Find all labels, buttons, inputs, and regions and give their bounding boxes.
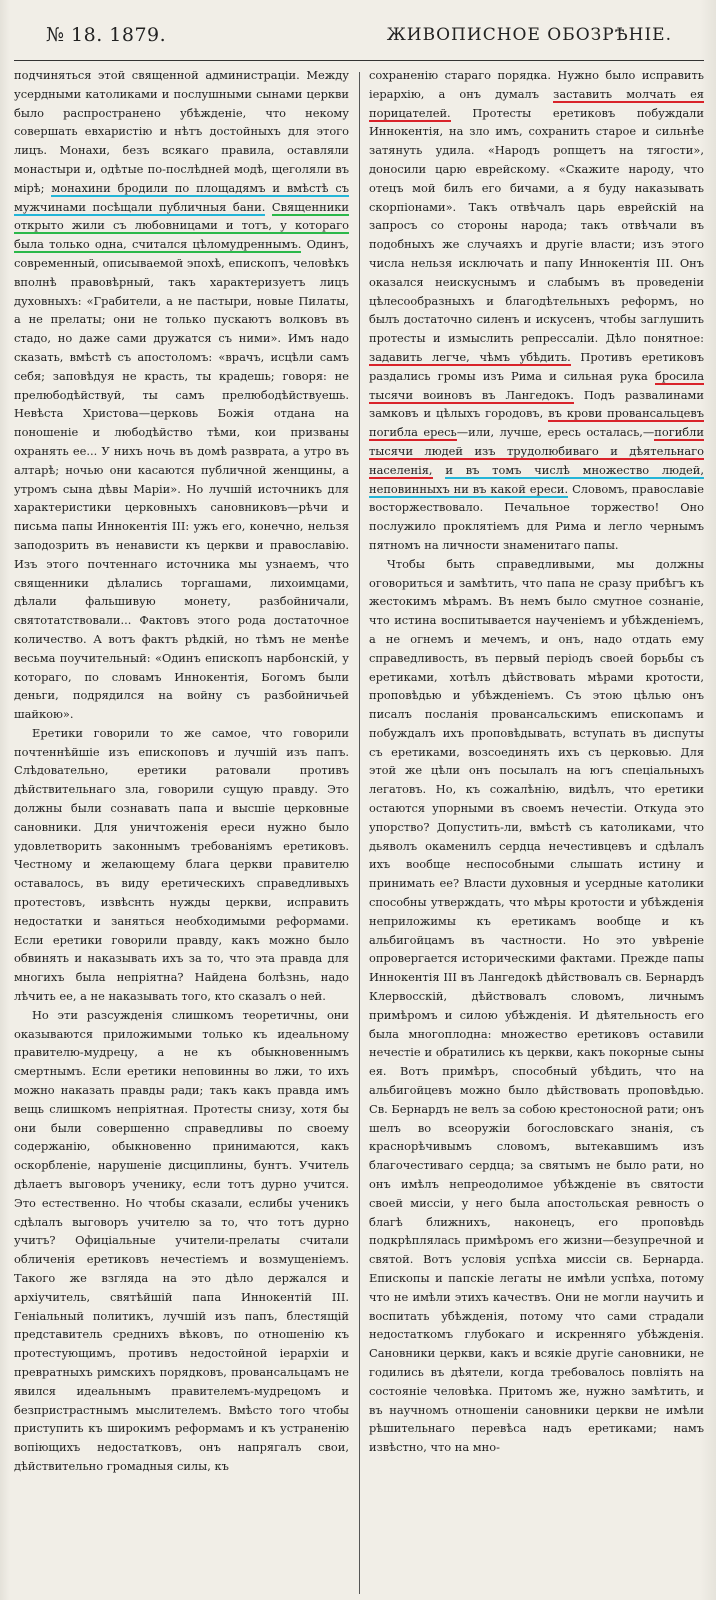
paragraph: Но эти разсужденія слишкомъ теоретичны, они оказываются приложимыми только къ идеальному правителю-мудрецу, а не къ обыкновеннымъ смертнымъ. Если еретики неповинны во лжи, то ихъ можно наказать правды ради; такъ какъ правда имъ вещь слишкомъ непріятная. Протесты снизу, хотя бы они были совершенно справедливы по своему содержанію, обыкновенно принимаются, какъ оскорбленіе, нарушеніе дисциплины, бунтъ. Учитель дѣлаетъ выговоръ ученику, если тотъ дурно учится. Это естественно. Но чтобы сказали, еслибы ученикъ сдѣлалъ выговоръ учителю за то, что тотъ дурно учитъ? Офиціальные учители-прелаты считали обличенія еретиковъ нечестіемъ и возмущеніемъ. Такого же взгляда на это дѣло держался и архіучитель, святѣйшій папа Иннокентій III. Геніальный политикъ, лучшій изъ папъ, блестящій представитель среднихъ вѣковъ, по отношенію къ протестующимъ, противъ недостойной іерархіи и превратныхъ римскихъ порядковъ, провансальцамъ не явился идеальнымъ правителемъ-мудрецомъ и безпристрастнымъ мыслителемъ. Вмѣсто того чтобы приступить къ широкимъ реформамъ и къ устраненію вопіющихъ недостатковъ, онъ напрягалъ свои, дѣйствительно громадныя силы, къ: [14, 1007, 349, 1473]
text-run: Противъ еретиковъ раздались громы изъ Рима и сильная рука: [369, 349, 704, 383]
text-run: [433, 463, 446, 477]
highlight-cyan: монахини бродили по площадямъ и вмѣстѣ съ мужчинами посѣщали публичныя бани.: [14, 180, 349, 214]
highlight-red: бросила тысячи воиновъ въ Лангедокъ.: [369, 368, 704, 402]
left-column: [14, 66, 349, 1594]
text-run: Словомъ, православіе восторжествовало. Печальное торжество! Оно послужило проклятіемъ для Рима и легло чернымъ пятномъ на личности знаменитаго папы.: [369, 481, 704, 552]
text-run: Подъ развалинами замковъ и цѣлыхъ городовъ,: [369, 387, 704, 421]
highlight-cyan: и въ томъ числѣ множество людей, неповинныхъ ни въ какой ереси.: [369, 462, 704, 496]
text-run: Протесты еретиковъ побуждали Иннокентія, на зло имъ, сохранить старое и сильнѣе затянуть удила. «Народъ ропщетъ на тягости», доносили царю еврейскому. «Скажите народу, что отецъ мой билъ его бичами, а я буду наказывать скорпіонами». Такъ отвѣчалъ царь еврейскій на запросъ со стороны народа; такъ отвѣчали въ подобныхъ же случаяхъ и другіе власти; изъ этого числа нельзя исключать и папу Иннокентія III. Онъ оказался неискуснымъ и слабымъ въ проведеніи цѣлесообразныхъ и благодѣтельныхъ реформъ, но былъ достаточно силенъ и искусенъ, чтобы заглушить протесты и измыслить репрессаліи. Дѣло понятное:: [369, 105, 704, 346]
column-divider: [359, 72, 360, 1594]
highlight-red: задавить легче, чѣмъ убѣдить.: [369, 349, 571, 364]
highlight-red: въ крови провансальцевъ погибла ересь: [369, 406, 704, 440]
right-column: [369, 66, 704, 1594]
text-run: —или, лучше, ересь осталась,—: [456, 425, 655, 440]
text-run: Одинъ, современный, описываемой эпохѣ, епископъ, человѣкъ вполнѣ правовѣрный, такъ характеризуетъ лицъ духовныхъ: «Грабители, а не пастыри, новые Пилаты, а не прелаты; они не только пускаютъ волковъ въ стадо, но даже сами дружатся съ ними». Имъ надо сказать, вмѣстѣ съ апостоломъ: «врачъ, исцѣли самъ себя; заповѣдуя не красть, ты крадешь; говоря: не прелюбодѣйствуй, ты самъ прелюбодѣйствуешь. Невѣста Христова—церковь Божія отдана на поношеніе и любодѣйство тѣми, кои призваны охранять ее... У нихъ ночь въ домѣ разврата, а утро въ алтарѣ; ночью они касаются публичной женщины, а утромъ сына дѣвы Маріи». Но лучшій источникъ для характеристики церковныхъ сановниковъ—рѣчи и письма папы Иннокентія III: ужъ его, конечно, нельзя заподозрить въ ненависти къ церкви и православію. Изъ этого почтеннаго источника мы узнаемъ, что священники дѣлались торгашами, лихоимцами, дѣлали фальшивую монету, разбойничали, святотатствовали... Фактовъ этого рода достаточное количество. А вотъ фактъ рѣдкій, но тѣмъ не менѣе весьма поучительный: «Одинъ епископъ нарбонскій, у котораго, по словамъ Иннокентія, Богомъ были деньги, подрядился на войну съ разбойничьей шайкою».: [14, 237, 349, 722]
paragraph: [14, 66, 349, 724]
highlight-red: заставить молчать ея порицателей.: [369, 86, 704, 120]
text-run: [265, 200, 272, 214]
issue-number: № 18. 1879.: [46, 24, 167, 46]
text-run: подчиняться этой священной администраціи. Между усердными католиками и послушными сынами церкви было распространено убѣжденіе, что некому совершать евхаристію и нѣтъ достойныхъ для этого лицъ. Монахи, безъ всякаго правила, оставляли монастыри и, одѣтые по-послѣдней модѣ, щеголяли въ мірѣ;: [14, 68, 349, 195]
paragraph: Еретики говорили то же самое, что говорили почтеннѣйшіе изъ епископовъ и лучшій изъ папъ. Слѣдовательно, еретики ратовали противъ дѣйствительнаго зла, говорили сущую правду. Это должны были сознавать папа и высшіе церковные сановники. Для уничтоженія ереси нужно было удовлетворить законнымъ требованіямъ еретиковъ. Честному и желающему блага церкви правителю оставалось, въ виду еретическихъ справедливыхъ протестовъ, извѣснть нужды церкви, исправить недостатки и заняться необходимыми реформами. Если еретики говорили правду, какъ можно было обвинять и наказывать ихъ за то, что эта правда для многихъ была непріятна? Найдена болѣзнь, надо лѣчить ее, а не наказывать того, кто сказалъ о ней.: [14, 725, 349, 1004]
text-columns: [14, 66, 704, 1594]
masthead-title: ЖИВОПИСНОЕ ОБОЗРѢНІЕ.: [386, 25, 672, 45]
highlight-red: погибли тысячи людей изъ трудолюбиваго и дѣятельнаго населенія,: [369, 425, 704, 477]
paragraph: [369, 66, 704, 555]
page-header: [14, 0, 704, 61]
text-run: сохраненію стараго порядка. Нужно было исправить іерархію, а онъ думалъ: [369, 68, 704, 101]
paragraph: Чтобы быть справедливыми, мы должны оговориться и замѣтить, что папа не сразу прибѣгъ къ жестокимъ мѣрамъ. Въ немъ было смутное сознаніе, что истина воспитывается наученіемъ и убѣжденіемъ, а не огнемъ и мечемъ, и онъ, надо отдать ему справедливость, въ первый періодъ своей борьбы съ еретиками, хотѣлъ дѣйствовать мѣрами кротости, проповѣдью и убѣжденіемъ. Съ этою цѣлью онъ писалъ посланія провансальскимъ епископамъ и побуждалъ ихъ проповѣдывать, вступать въ диспуты съ еретиками, возсоединять ихъ съ церковью. Для этой же цѣли онъ посылалъ на югъ спеціальныхъ легатовъ. Но, къ сожалѣнію, видѣлъ, что еретики остаются упорными въ своемъ нечестіи. Откуда это упорство? Допустить-ли, вмѣстѣ съ католиками, что дьяволъ окаменилъ сердца нечестивцевъ и сдѣлалъ ихъ вообще неспособными слышать истину и принимать ее? Власти духовныя и усердные католики способны утверждать, что мѣры кротости и убѣжденія неприложимы къ еретикамъ вообще и къ альбигойцамъ въ частности. Но это увѣреніе опровергается историческими фактами. Прежде папы Иннокентія III въ Лангедокѣ дѣйствовалъ св. Бернардъ Клервосскій, дѣйствовалъ словомъ, личнымъ примѣромъ и силою убѣжденія. И дѣятельность его была многоплодна: множество еретиковъ оставили нечестіе и обратились къ церкви, какъ покорные сыны ея. Вотъ примѣръ, способный убѣдить, что на альбигойцевъ можно было дѣйствовать проповѣдью. Св. Бернардъ не велъ за собою крестоносной рати; онъ шелъ во всеоружіи богословскаго знанія, съ краснорѣчивымъ словомъ, вытекавшимъ изъ благочестиваго сердца; за святымъ не было рати, но онъ имѣлъ непреодолимое убѣжденіе въ святости своей миссіи, у него была апостольская ревность о благѣ ближнихъ, наконецъ, его проповѣдь подкрѣплялась примѣромъ его жизни—безупречной и святой. Вотъ условія успѣха миссіи св. Бернарда. Епископы и папскіе легаты не имѣли успѣха, потому что не имѣли этихъ качествъ. Они не могли научить и воспитать убѣжденія, потому что сами страдали недостаткомъ глубокаго и искренняго убѣжденія. Сановники церкви, какъ и всякіе другіе сановники, не годились въ дѣятели, когда требовалось повліять на состояніе человѣка. Притомъ же, нужно замѣтить, и въ научномъ отношеніи сановники церкви не имѣли рѣшительнаго перевѣса надъ еретиками; намъ извѣстно, что на мно-: [369, 556, 704, 1455]
highlight-green: Священники открыто жили съ любовницами и тотъ, у котораго была только одна, считался цѣломудреннымъ.: [14, 199, 349, 252]
